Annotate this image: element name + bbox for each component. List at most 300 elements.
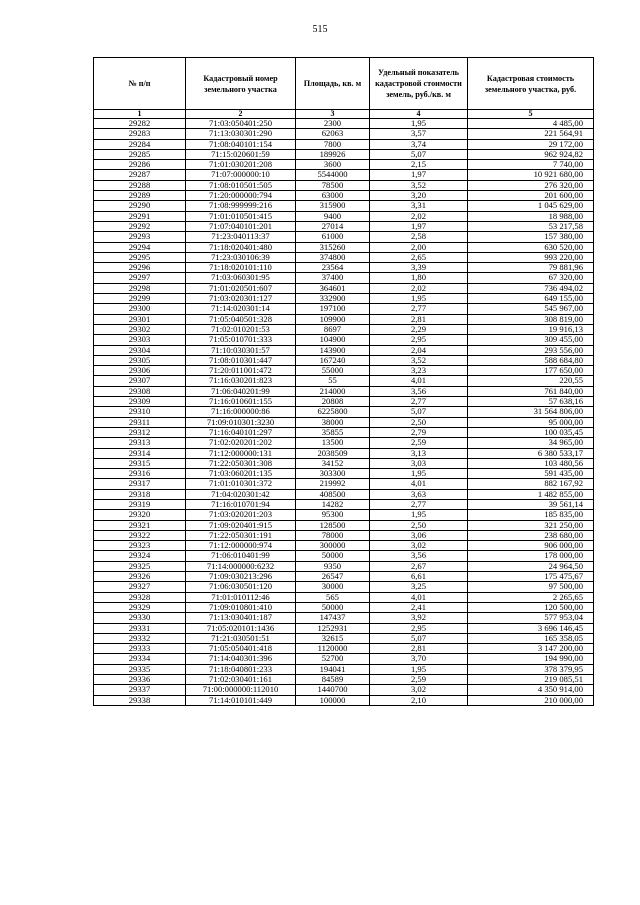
table-row	[94, 314, 594, 324]
cell-unit-value: 2,59	[370, 675, 468, 685]
cell-row-number: 29305	[94, 355, 186, 365]
cell-area: 9350	[296, 561, 370, 571]
cell-area: 7800	[296, 139, 370, 149]
page-number: 515	[312, 24, 328, 35]
cell-row-number: 29288	[94, 180, 186, 190]
cell-unit-value: 3,70	[370, 654, 468, 664]
cell-area: 38000	[296, 417, 370, 427]
cell-cadastral-value: 194 990,00	[468, 654, 594, 664]
cell-area: 1120000	[296, 644, 370, 654]
table-row	[94, 232, 594, 242]
table-row	[94, 675, 594, 685]
cell-area: 315900	[296, 201, 370, 211]
table-row	[94, 294, 594, 304]
cell-row-number: 29313	[94, 438, 186, 448]
cell-row-number: 29320	[94, 510, 186, 520]
table-row	[94, 221, 594, 231]
table-row	[94, 129, 594, 139]
cell-row-number: 29284	[94, 139, 186, 149]
cell-cadastral-value: 577 953,04	[468, 613, 594, 623]
cell-cadastral-value: 4 485,00	[468, 119, 594, 129]
cell-cadastral-value: 3 147 200,00	[468, 644, 594, 654]
cell-cadastral-value: 39 561,14	[468, 499, 594, 509]
cell-row-number: 29323	[94, 541, 186, 551]
cell-area: 147437	[296, 613, 370, 623]
cell-row-number: 29310	[94, 407, 186, 417]
table-row	[94, 469, 594, 479]
cell-row-number: 29338	[94, 695, 186, 705]
cell-row-number: 29336	[94, 675, 186, 685]
table-row	[94, 324, 594, 334]
table-row	[94, 407, 594, 417]
cell-cadastral-value: 293 556,00	[468, 345, 594, 355]
cell-cadastral-value: 24 964,50	[468, 561, 594, 571]
cell-area: 52700	[296, 654, 370, 664]
cell-cadastral-number: 71:08:999999:216	[186, 201, 296, 211]
cell-cadastral-value: 276 320,00	[468, 180, 594, 190]
table-body	[94, 119, 594, 706]
cell-cadastral-value: 906 000,00	[468, 541, 594, 551]
cell-row-number: 29289	[94, 191, 186, 201]
cell-area: 37400	[296, 273, 370, 283]
cell-unit-value: 1,80	[370, 273, 468, 283]
cell-cadastral-number: 71:16:040101:297	[186, 427, 296, 437]
cell-row-number: 29295	[94, 252, 186, 262]
table-row	[94, 397, 594, 407]
cell-cadastral-value: 882 167,92	[468, 479, 594, 489]
cell-unit-value: 2,81	[370, 314, 468, 324]
cell-row-number: 29285	[94, 149, 186, 159]
cell-cadastral-value: 1 482 855,00	[468, 489, 594, 499]
table-row	[94, 572, 594, 582]
cell-unit-value: 1,97	[370, 221, 468, 231]
cell-area: 50000	[296, 551, 370, 561]
cell-area: 100000	[296, 695, 370, 705]
cell-cadastral-value: 31 564 806,00	[468, 407, 594, 417]
cell-cadastral-number: 71:03:020301:127	[186, 294, 296, 304]
cell-cadastral-number: 71:02:020201:202	[186, 438, 296, 448]
cell-area: 143900	[296, 345, 370, 355]
cell-cadastral-value: 157 380,00	[468, 232, 594, 242]
table-row	[94, 438, 594, 448]
header-row-number: № п/п	[94, 58, 186, 110]
cell-cadastral-value: 7 740,00	[468, 160, 594, 170]
table-row	[94, 355, 594, 365]
cell-cadastral-number: 71:12:000000:131	[186, 448, 296, 458]
cell-unit-value: 2,58	[370, 232, 468, 242]
cell-area: 332900	[296, 294, 370, 304]
table-row	[94, 499, 594, 509]
cell-unit-value: 5,07	[370, 149, 468, 159]
cell-area: 62063	[296, 129, 370, 139]
cell-cadastral-value: 545 967,00	[468, 304, 594, 314]
cell-row-number: 29291	[94, 211, 186, 221]
cell-unit-value: 2,95	[370, 623, 468, 633]
cell-cadastral-number: 71:15:020601:59	[186, 149, 296, 159]
cell-cadastral-number: 71:14:000000:6232	[186, 561, 296, 571]
cell-cadastral-number: 71:03:020201:203	[186, 510, 296, 520]
cell-area: 78000	[296, 530, 370, 540]
cell-row-number: 29307	[94, 376, 186, 386]
header-cadastral-value: Кадастровая стоимость земельного участка, руб.	[468, 58, 594, 110]
cell-cadastral-number: 71:06:040201:99	[186, 386, 296, 396]
table-row	[94, 149, 594, 159]
cell-unit-value: 5,07	[370, 633, 468, 643]
cell-row-number: 29321	[94, 520, 186, 530]
cell-unit-value: 3,02	[370, 541, 468, 551]
cell-row-number: 29332	[94, 633, 186, 643]
cell-area: 55000	[296, 366, 370, 376]
cell-unit-value: 3,52	[370, 355, 468, 365]
cell-area: 408500	[296, 489, 370, 499]
cell-cadastral-number: 71:22:050301:308	[186, 458, 296, 468]
cell-unit-value: 3,02	[370, 685, 468, 695]
table-row	[94, 386, 594, 396]
cell-area: 2038509	[296, 448, 370, 458]
table-row	[94, 191, 594, 201]
cell-unit-value: 2,04	[370, 345, 468, 355]
cell-area: 78500	[296, 180, 370, 190]
cell-unit-value: 4,01	[370, 479, 468, 489]
cell-unit-value: 1,95	[370, 510, 468, 520]
table-row	[94, 633, 594, 643]
cell-row-number: 29292	[94, 221, 186, 231]
cadastral-value-table	[93, 57, 594, 706]
cell-area: 27014	[296, 221, 370, 231]
cell-area: 104900	[296, 335, 370, 345]
cell-unit-value: 2,59	[370, 438, 468, 448]
cell-cadastral-number: 71:05:020101:1436	[186, 623, 296, 633]
cell-cadastral-number: 71:23:030106:39	[186, 252, 296, 262]
cell-unit-value: 3,31	[370, 201, 468, 211]
table-row	[94, 458, 594, 468]
cell-cadastral-value: 29 172,00	[468, 139, 594, 149]
cell-cadastral-number: 71:01:030201:208	[186, 160, 296, 170]
cell-cadastral-number: 71:03:060301:95	[186, 273, 296, 283]
cell-cadastral-value: 308 819,00	[468, 314, 594, 324]
cell-cadastral-number: 71:14:020301:14	[186, 304, 296, 314]
cell-cadastral-value: 220,55	[468, 376, 594, 386]
table-row	[94, 170, 594, 180]
table-row	[94, 335, 594, 345]
table-row	[94, 273, 594, 283]
cell-cadastral-value: 57 638,16	[468, 397, 594, 407]
cell-unit-value: 2,50	[370, 417, 468, 427]
cell-cadastral-value: 103 480,56	[468, 458, 594, 468]
cell-cadastral-number: 71:04:020301:42	[186, 489, 296, 499]
cell-area: 3600	[296, 160, 370, 170]
cell-cadastral-value: 34 965,00	[468, 438, 594, 448]
cell-area: 315260	[296, 242, 370, 252]
column-number: 2	[186, 110, 296, 119]
table-row	[94, 139, 594, 149]
table-row	[94, 695, 594, 705]
cell-cadastral-value: 79 881,96	[468, 263, 594, 273]
cell-cadastral-number: 71:00:000000:112010	[186, 685, 296, 695]
cell-area: 50000	[296, 602, 370, 612]
cell-cadastral-number: 71:13:030301:290	[186, 129, 296, 139]
table-row	[94, 541, 594, 551]
cell-area: 2300	[296, 119, 370, 129]
cell-row-number: 29327	[94, 582, 186, 592]
cell-row-number: 29329	[94, 602, 186, 612]
cell-unit-value: 2,50	[370, 520, 468, 530]
cell-cadastral-number: 71:09:010801:410	[186, 602, 296, 612]
cell-area: 32615	[296, 633, 370, 643]
cell-cadastral-value: 100 035,45	[468, 427, 594, 437]
cell-area: 14282	[296, 499, 370, 509]
table-row	[94, 252, 594, 262]
cell-cadastral-number: 71:14:040301:396	[186, 654, 296, 664]
cell-area: 303300	[296, 469, 370, 479]
cell-row-number: 29287	[94, 170, 186, 180]
cell-cadastral-number: 71:16:010601:155	[186, 397, 296, 407]
cell-unit-value: 3,92	[370, 613, 468, 623]
cell-unit-value: 3,56	[370, 551, 468, 561]
table-row	[94, 119, 594, 129]
cell-cadastral-value: 97 500,00	[468, 582, 594, 592]
cell-cadastral-value: 6 380 533,17	[468, 448, 594, 458]
cell-unit-value: 2,67	[370, 561, 468, 571]
cell-row-number: 29317	[94, 479, 186, 489]
cell-cadastral-number: 71:08:010301:447	[186, 355, 296, 365]
cell-row-number: 29293	[94, 232, 186, 242]
cell-row-number: 29314	[94, 448, 186, 458]
header-unit-value: Удельный показатель кадастровой стоимости земель, руб./кв. м	[370, 58, 468, 110]
table-row	[94, 283, 594, 293]
column-number: 1	[94, 110, 186, 119]
cell-row-number: 29309	[94, 397, 186, 407]
cell-row-number: 29322	[94, 530, 186, 540]
cell-cadastral-number: 71:05:040501:328	[186, 314, 296, 324]
cell-unit-value: 3,74	[370, 139, 468, 149]
table-row	[94, 242, 594, 252]
cell-row-number: 29308	[94, 386, 186, 396]
cell-cadastral-value: 761 840,00	[468, 386, 594, 396]
cell-cadastral-value: 165 358,05	[468, 633, 594, 643]
cell-cadastral-number: 71:16:030201:823	[186, 376, 296, 386]
cell-cadastral-number: 71:20:011001:472	[186, 366, 296, 376]
cell-row-number: 29300	[94, 304, 186, 314]
cell-unit-value: 2,79	[370, 427, 468, 437]
cell-unit-value: 3,20	[370, 191, 468, 201]
cell-cadastral-value: 736 494,02	[468, 283, 594, 293]
table-row	[94, 366, 594, 376]
cell-unit-value: 2,02	[370, 211, 468, 221]
cell-cadastral-number: 71:18:020101:110	[186, 263, 296, 273]
cell-cadastral-value: 962 924,82	[468, 149, 594, 159]
header-cadastral-number: Кадастровый номер земельного участка	[186, 58, 296, 110]
column-number: 3	[296, 110, 370, 119]
table-row	[94, 654, 594, 664]
cell-area: 34152	[296, 458, 370, 468]
cell-cadastral-value: 175 475,67	[468, 572, 594, 582]
cell-row-number: 29290	[94, 201, 186, 211]
table-row	[94, 448, 594, 458]
cell-area: 6225800	[296, 407, 370, 417]
cell-area: 84589	[296, 675, 370, 685]
cell-area: 61000	[296, 232, 370, 242]
cell-area: 9400	[296, 211, 370, 221]
cell-unit-value: 1,95	[370, 119, 468, 129]
cell-cadastral-value: 53 217,58	[468, 221, 594, 231]
table-row	[94, 201, 594, 211]
table-row	[94, 530, 594, 540]
cell-cadastral-number: 71:16:000000:86	[186, 407, 296, 417]
cell-cadastral-number: 71:09:020401:915	[186, 520, 296, 530]
cell-area: 565	[296, 592, 370, 602]
table-row	[94, 520, 594, 530]
table-row	[94, 510, 594, 520]
cell-cadastral-number: 71:05:050401:418	[186, 644, 296, 654]
cell-cadastral-value: 67 320,00	[468, 273, 594, 283]
cell-area: 300000	[296, 541, 370, 551]
cell-unit-value: 1,97	[370, 170, 468, 180]
cell-unit-value: 3,56	[370, 386, 468, 396]
cell-row-number: 29311	[94, 417, 186, 427]
cell-row-number: 29306	[94, 366, 186, 376]
cell-row-number: 29325	[94, 561, 186, 571]
table-row	[94, 664, 594, 674]
column-number-row	[94, 110, 594, 119]
cell-cadastral-number: 71:05:010701:333	[186, 335, 296, 345]
cell-row-number: 29337	[94, 685, 186, 695]
cell-cadastral-number: 71:07:000000:10	[186, 170, 296, 180]
cell-cadastral-number: 71:03:060201:135	[186, 469, 296, 479]
cell-cadastral-number: 71:12:000000:974	[186, 541, 296, 551]
table-row	[94, 582, 594, 592]
cell-area: 197100	[296, 304, 370, 314]
cell-cadastral-number: 71:02:030401:161	[186, 675, 296, 685]
cell-cadastral-value: 1 045 629,00	[468, 201, 594, 211]
cell-area: 20808	[296, 397, 370, 407]
cell-area: 1252931	[296, 623, 370, 633]
cell-cadastral-number: 71:09:010301:3230	[186, 417, 296, 427]
cell-unit-value: 2,15	[370, 160, 468, 170]
cell-unit-value: 3,23	[370, 366, 468, 376]
cell-area: 167240	[296, 355, 370, 365]
cell-cadastral-number: 71:02:010201:53	[186, 324, 296, 334]
table-row	[94, 417, 594, 427]
cell-area: 55	[296, 376, 370, 386]
table-row	[94, 489, 594, 499]
cell-cadastral-number: 71:01:010501:415	[186, 211, 296, 221]
cell-unit-value: 2,77	[370, 397, 468, 407]
cell-cadastral-value: 219 085,51	[468, 675, 594, 685]
cell-cadastral-value: 201 600,00	[468, 191, 594, 201]
cell-unit-value: 3,03	[370, 458, 468, 468]
cell-cadastral-number: 71:01:010301:372	[186, 479, 296, 489]
cell-row-number: 29319	[94, 499, 186, 509]
cell-area: 1440700	[296, 685, 370, 695]
cell-area: 364601	[296, 283, 370, 293]
cell-unit-value: 2,41	[370, 602, 468, 612]
cell-area: 35855	[296, 427, 370, 437]
cell-row-number: 29282	[94, 119, 186, 129]
cell-cadastral-value: 178 000,00	[468, 551, 594, 561]
cell-area: 128500	[296, 520, 370, 530]
cell-unit-value: 3,57	[370, 129, 468, 139]
cell-unit-value: 2,02	[370, 283, 468, 293]
cell-unit-value: 2,95	[370, 335, 468, 345]
header-area: Площадь, кв. м	[296, 58, 370, 110]
cell-row-number: 29316	[94, 469, 186, 479]
cell-unit-value: 3,06	[370, 530, 468, 540]
cell-unit-value: 2,77	[370, 499, 468, 509]
table-row	[94, 427, 594, 437]
cell-cadastral-number: 71:14:010101:449	[186, 695, 296, 705]
cell-cadastral-number: 71:01:020501:607	[186, 283, 296, 293]
cell-unit-value: 2,65	[370, 252, 468, 262]
cell-unit-value: 2,77	[370, 304, 468, 314]
table-row	[94, 561, 594, 571]
cell-row-number: 29326	[94, 572, 186, 582]
cell-row-number: 29334	[94, 654, 186, 664]
cell-area: 374800	[296, 252, 370, 262]
cell-row-number: 29283	[94, 129, 186, 139]
cell-cadastral-number: 71:21:030501:51	[186, 633, 296, 643]
cell-unit-value: 4,01	[370, 376, 468, 386]
table-row	[94, 345, 594, 355]
table-row	[94, 304, 594, 314]
cell-unit-value: 3,39	[370, 263, 468, 273]
table-row	[94, 180, 594, 190]
cell-row-number: 29333	[94, 644, 186, 654]
table-row	[94, 376, 594, 386]
cell-area: 5544000	[296, 170, 370, 180]
cell-cadastral-number: 71:08:010501:505	[186, 180, 296, 190]
cell-unit-value: 1,95	[370, 664, 468, 674]
cell-unit-value: 6,61	[370, 572, 468, 582]
cell-cadastral-value: 210 000,00	[468, 695, 594, 705]
cell-cadastral-value: 18 988,00	[468, 211, 594, 221]
cell-unit-value: 2,00	[370, 242, 468, 252]
cell-area: 63000	[296, 191, 370, 201]
table-row	[94, 613, 594, 623]
cell-cadastral-value: 19 916,13	[468, 324, 594, 334]
cell-unit-value: 2,29	[370, 324, 468, 334]
cell-row-number: 29304	[94, 345, 186, 355]
cell-cadastral-number: 71:16:010701:94	[186, 499, 296, 509]
cell-cadastral-value: 95 000,00	[468, 417, 594, 427]
cell-unit-value: 2,10	[370, 695, 468, 705]
cell-area: 189926	[296, 149, 370, 159]
cell-cadastral-value: 309 455,00	[468, 335, 594, 345]
cell-area: 109900	[296, 314, 370, 324]
cell-cadastral-number: 71:09:030213:296	[186, 572, 296, 582]
cell-row-number: 29328	[94, 592, 186, 602]
cell-unit-value: 5,07	[370, 407, 468, 417]
cell-row-number: 29286	[94, 160, 186, 170]
table-header-row	[94, 58, 594, 110]
cell-row-number: 29301	[94, 314, 186, 324]
cell-cadastral-value: 321 250,00	[468, 520, 594, 530]
cell-cadastral-value: 2 265,65	[468, 592, 594, 602]
cell-area: 214000	[296, 386, 370, 396]
cell-cadastral-value: 120 500,00	[468, 602, 594, 612]
cell-row-number: 29324	[94, 551, 186, 561]
table-row	[94, 685, 594, 695]
cell-cadastral-number: 71:13:030401:187	[186, 613, 296, 623]
cell-area: 194041	[296, 664, 370, 674]
cell-area: 13500	[296, 438, 370, 448]
cell-cadastral-value: 588 684,80	[468, 355, 594, 365]
cell-cadastral-number: 71:20:000000:794	[186, 191, 296, 201]
cell-row-number: 29303	[94, 335, 186, 345]
table-row	[94, 592, 594, 602]
cell-cadastral-value: 238 680,00	[468, 530, 594, 540]
table-row	[94, 644, 594, 654]
